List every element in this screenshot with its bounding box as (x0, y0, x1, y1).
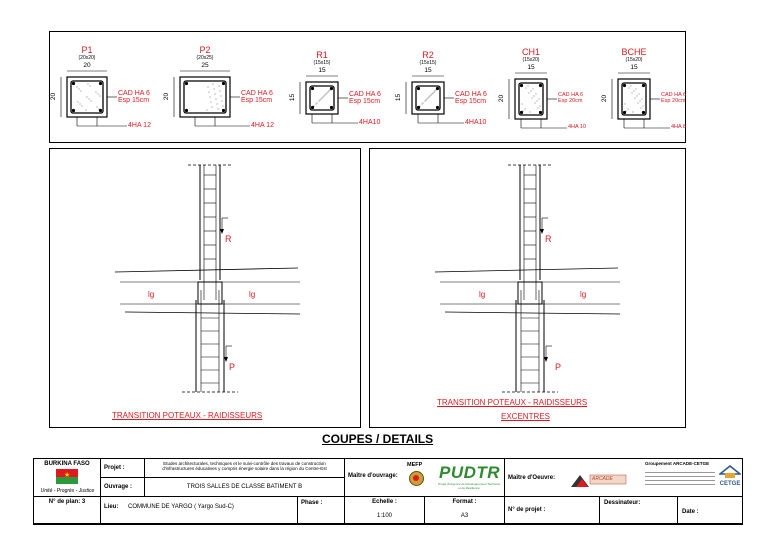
section-height-dim: 20 (498, 94, 506, 103)
section-dims: (15x15) (419, 60, 437, 66)
section-name: P1 (81, 45, 93, 55)
format-cell (425, 497, 505, 524)
date-cell (678, 497, 743, 524)
beam-top-edge (115, 268, 298, 272)
plan-no-cell (34, 497, 101, 524)
section-name: R1 (316, 50, 328, 60)
maitre-ouvrage-cell (345, 459, 505, 497)
ouvrage-value: TROIS SALLES DE CLASSE BATIMENT B (186, 484, 303, 490)
groupement-label: Groupement ARCADE-CETGE (645, 461, 710, 466)
section-stirrup-line: Esp 15cm (455, 98, 487, 105)
plan-no: N° de plan: 3 (48, 499, 86, 505)
no-projet-label: N° de projet : (508, 507, 546, 513)
arrow-p-head (224, 357, 228, 362)
maitre-oeuvre-cell (505, 459, 743, 497)
section-name: BCHE (621, 47, 647, 57)
section-bars-label: 4HA 8 (671, 124, 686, 130)
section-name: P2 (199, 45, 211, 55)
title-block (33, 458, 743, 525)
maitre-oeuvre-label: Maître d'Oeuvre: (508, 475, 556, 481)
echelle-cell (345, 497, 425, 524)
arcade-logo (571, 471, 627, 487)
lieu-label: Lieu: (104, 504, 119, 510)
section-stirrup-line: Esp 20cm (558, 98, 583, 104)
beam-top-edge (435, 268, 618, 272)
detail-left-caption: TRANSITION POTEAUX - RAIDISSEURS (112, 411, 263, 420)
section-bars-label: 4HA 12 (128, 122, 151, 129)
node-box (518, 282, 542, 304)
section-dims: (15x15) (313, 60, 331, 66)
section-width-dim: 20 (83, 62, 91, 69)
section-bars-label: 4HA10 (465, 119, 487, 126)
lieu-cell (101, 497, 298, 524)
detail-left-label-lg-right: lg (249, 290, 256, 299)
format-value: A3 (460, 513, 469, 519)
detail-right-label-lg-left: lg (479, 290, 486, 299)
section-width-dim: 15 (424, 67, 432, 74)
detail-right-label-p: P (555, 362, 562, 372)
section-height-dim: 20 (50, 92, 58, 101)
section-dims: (20x20) (78, 55, 96, 61)
section-stirrup-line: Esp 20cm (661, 98, 686, 104)
section-height-dim: 20 (163, 92, 171, 101)
dessinateur-label: Dessinateur: (604, 500, 641, 506)
section-stirrup-line: Esp 15cm (349, 98, 381, 105)
arcade-logo-text: ARCADE (592, 476, 613, 482)
section-dims: (20x25) (196, 55, 214, 61)
country-cell (34, 459, 101, 497)
section-bars-label: 4HA10 (359, 119, 381, 126)
motto: Unité - Progrès - Justice (40, 488, 95, 494)
flag: ★ (56, 469, 78, 484)
detail-left-label-r: R (225, 234, 232, 244)
mefp-emblem (409, 471, 424, 486)
pudtr-subtitle: Projet d'Urgence de Développement Territorial et de Résilience (438, 482, 500, 490)
cetge-logo (719, 465, 741, 493)
section-height-dim: 15 (395, 93, 403, 102)
projet-label: Projet : (104, 465, 125, 471)
arrow-r-head (540, 229, 544, 234)
section-height-dim: 15 (289, 93, 297, 102)
beam-bottom-edge (445, 312, 620, 314)
projet-value: Etudes architecturales, techniques et le suivi-contrôle des travaux de construction d'infrastructures éducatives y compris énergie solaire dans la région du Centre-Est (162, 461, 327, 471)
node-box (198, 282, 222, 304)
section-stirrup-line: CAD HA 6 (455, 91, 487, 98)
house-icon (719, 465, 741, 479)
no-projet-cell (505, 497, 600, 524)
section-bars-label: 4HA 10 (568, 124, 587, 130)
arrow-r-head (220, 229, 224, 234)
section-bars-label: 4HA 12 (251, 122, 274, 129)
country-name: BURKINA FASO (44, 461, 90, 467)
detail-right-label-r: R (545, 234, 552, 244)
projet-label-cell (101, 459, 145, 478)
mefp-label: MEFP (407, 462, 423, 468)
section-stirrup-line: CAD HA 6 (349, 91, 381, 98)
ouvrage-label-cell (101, 478, 145, 497)
ouvrage-value-cell (145, 478, 345, 497)
date-label: Date : (682, 509, 699, 515)
section-name: R2 (422, 50, 434, 60)
section-width-dim: 15 (630, 64, 638, 71)
section-name: CH1 (521, 47, 540, 57)
projet-value-cell (145, 459, 345, 478)
section-width-dim: 25 (201, 62, 209, 69)
detail-right-caption2: EXCENTRES (501, 412, 550, 421)
detail-left-label-lg-left: lg (148, 290, 155, 299)
pudtr-logo: PUDTR (439, 463, 501, 482)
section-stirrup-line: CAD HA 6 (118, 90, 150, 97)
phase-label: Phase : (301, 500, 323, 506)
maitre-ouvrage-label: Maître d'ouvrage: (348, 473, 398, 479)
lieu-value: COMMUNE DE YARGO ( Yargo Sud-C) (128, 504, 234, 510)
ouvrage-label: Ouvrage : (104, 484, 133, 490)
dessinateur-cell (600, 497, 678, 524)
section-dims: (15x20) (522, 57, 540, 63)
sheet-title: COUPES / DETAILS (322, 432, 434, 446)
cetge-logo-text: CETGE (719, 481, 741, 487)
echelle-label: Echelle : (372, 499, 397, 505)
detail-left-label-p: P (229, 362, 236, 372)
section-height-dim: 20 (601, 94, 609, 103)
section-width-dim: 15 (527, 64, 535, 71)
phase-cell (298, 497, 345, 524)
section-width-dim: 15 (318, 67, 326, 74)
detail-right-caption: TRANSITION POTEAUX - RAIDISSEURS (437, 398, 588, 407)
section-stirrup-line: CAD HA 6 (661, 92, 687, 98)
groupement-details (645, 469, 715, 488)
arrow-p-head (544, 357, 548, 362)
section-stirrup-line: CAD HA 6 (241, 90, 273, 97)
section-stirrup-line: CAD HA 6 (558, 92, 584, 98)
section-stirrup-line: Esp 15cm (118, 97, 150, 104)
section-stirrup-line: Esp 15cm (241, 97, 273, 104)
detail-right-label-lg-right: lg (580, 290, 587, 299)
format-label: Format : (452, 499, 477, 505)
beam-bottom-edge (125, 312, 300, 314)
section-dims: (15x20) (625, 57, 643, 63)
echelle-value: 1:100 (376, 513, 392, 519)
